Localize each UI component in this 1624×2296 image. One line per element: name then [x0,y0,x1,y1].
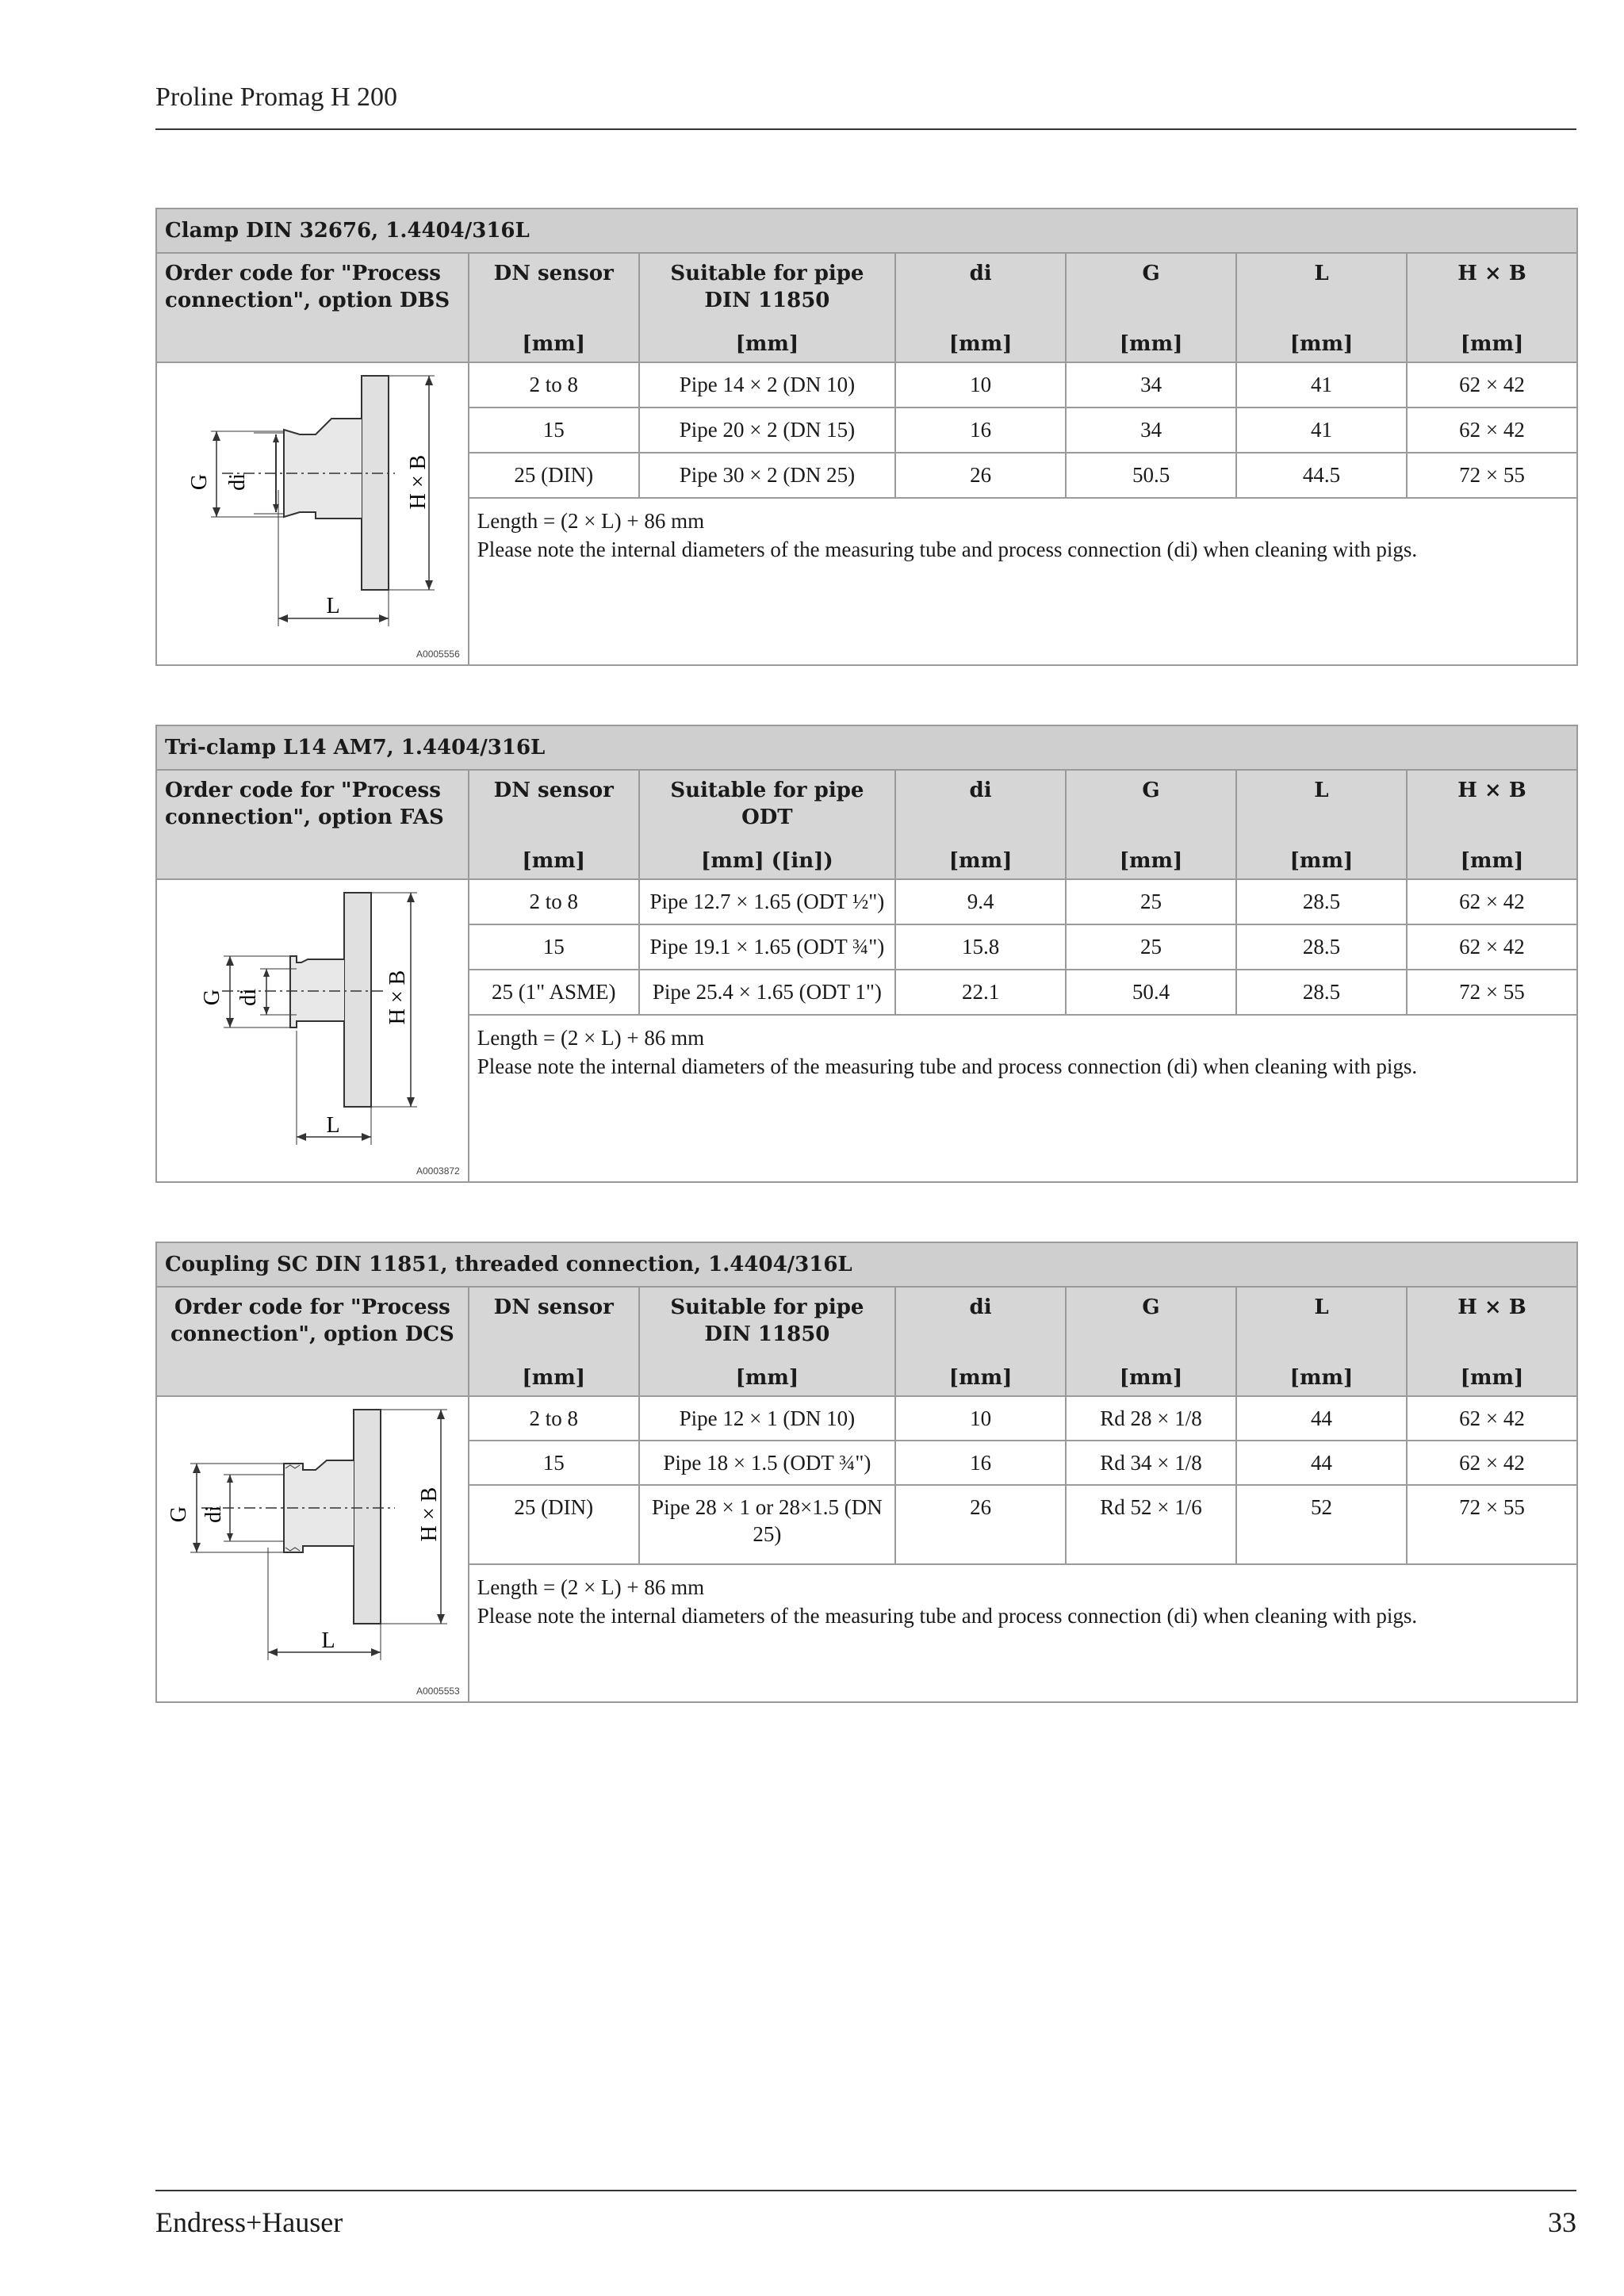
cell: Pipe 19.1 × 1.65 (ODT ¾") [639,924,895,970]
unit: [mm] [1119,332,1183,356]
cell: 28.5 [1236,924,1407,970]
cell: 62 × 42 [1407,924,1577,970]
col-header-order-code: Order code for "Process connection", option FAS [165,779,444,829]
cell: 62 × 42 [1407,879,1577,924]
document-title: Proline Promag H 200 [155,82,398,112]
col-header-dn-sensor: DN sensor [493,1295,614,1319]
col-header-di: di [969,262,992,285]
col-header-dn-sensor: DN sensor [493,779,614,802]
col-header-pipe: Suitable for pipe DIN 11850 [670,1295,864,1346]
cell: 25 [1066,924,1236,970]
cell: 25 [1066,879,1236,924]
figure-id: A0005553 [416,1686,460,1697]
cell: Rd 34 × 1/8 [1066,1441,1236,1485]
cell: 2 to 8 [469,362,639,408]
unit: [mm] [1289,332,1354,356]
dimension-drawing [156,1396,469,1702]
section-title: Coupling SC DIN 11851, threaded connection, 1.4404/316L [156,1242,1577,1287]
cell: 10 [895,362,1066,408]
col-header-hxb: H × B [1457,262,1526,285]
cell: 44 [1236,1441,1407,1485]
dimension-drawing [156,879,469,1182]
cell: 41 [1236,408,1407,453]
cell: 44 [1236,1396,1407,1441]
cell: 16 [895,408,1066,453]
cell: Pipe 12.7 × 1.65 (ODT ½") [639,879,895,924]
cell: Pipe 12 × 1 (DN 10) [639,1396,895,1441]
figure-label-l: L [326,1113,340,1138]
clamp-dimension-figure [157,363,468,664]
unit: [mm] [948,849,1013,873]
unit: [mm] [1460,332,1524,356]
cell: 62 × 42 [1407,362,1577,408]
unit: [mm] [1460,849,1524,873]
unit: [mm] [1119,849,1183,873]
figure-label-g: G [200,989,224,1006]
unit: [mm] [948,332,1013,356]
cell: 10 [895,1396,1066,1441]
figure-label-g: G [187,473,212,491]
table-row [156,1396,1577,1441]
unit: [mm] [522,1366,586,1390]
table-row [156,362,1577,408]
figure-label-di: di [236,989,261,1006]
cell: 16 [895,1441,1066,1485]
unit: [mm] [1289,1366,1354,1390]
col-header-di: di [969,1295,992,1319]
cell: 52 [1236,1485,1407,1564]
cell: 2 to 8 [469,879,639,924]
table-row [156,879,1577,924]
cell: 62 × 42 [1407,1396,1577,1441]
cell: 15 [469,1441,639,1485]
cell: 15 [469,924,639,970]
cell: 50.4 [1066,970,1236,1015]
brand-name: Endress+Hauser [155,2206,343,2238]
cell: Pipe 20 × 2 (DN 15) [639,408,895,453]
note-cleaning: Please note the internal diameters of the measuring tube and process connection (di) when cleaning with pigs. [477,1604,1418,1628]
col-header-hxb: H × B [1457,1295,1526,1319]
cell: Pipe 18 × 1.5 (ODT ¾") [639,1441,895,1485]
note-length-formula: Length = (2 × L) + 86 mm [477,508,705,533]
dimension-drawing [156,362,469,665]
cell: 25 (1" ASME) [469,970,639,1015]
cell: 26 [895,1485,1066,1564]
unit: [mm] [522,849,586,873]
col-header-l: L [1314,262,1329,285]
figure-label-l: L [321,1628,335,1653]
tri-clamp-dimension-figure [157,880,468,1181]
figure-label-hxb: H × B [406,454,431,510]
spec-table-tri-clamp [155,725,1578,1183]
unit: [mm] [948,1366,1013,1390]
col-header-g: G [1142,1295,1160,1319]
cell: 9.4 [895,879,1066,924]
cell: 50.5 [1066,453,1236,498]
col-header-order-code: Order code for "Process connection", option DCS [170,1295,454,1346]
col-header-hxb: H × B [1457,779,1526,802]
note-cleaning: Please note the internal diameters of the measuring tube and process connection (di) when cleaning with pigs. [477,537,1418,561]
col-header-order-code: Order code for "Process connection", option DBS [165,262,450,312]
cell: 44.5 [1236,453,1407,498]
col-header-l: L [1314,779,1329,802]
figure-label-di: di [201,1506,226,1523]
figure-label-hxb: H × B [417,1487,442,1542]
spec-table-clamp-din [155,208,1578,666]
col-header-pipe: Suitable for pipe DIN 11850 [670,262,864,312]
unit: [mm] ([in]) [701,849,833,873]
unit: [mm] [1289,849,1354,873]
cell: Pipe 14 × 2 (DN 10) [639,362,895,408]
cell: 34 [1066,362,1236,408]
unit: [mm] [1119,1366,1183,1390]
col-header-dn-sensor: DN sensor [493,262,614,285]
note-cleaning: Please note the internal diameters of the measuring tube and process connection (di) when cleaning with pigs. [477,1054,1418,1078]
table-note [469,1564,1577,1702]
cell: 25 (DIN) [469,1485,639,1564]
cell: 25 (DIN) [469,453,639,498]
col-header-di: di [969,779,992,802]
page-number: 33 [1548,2206,1576,2238]
spec-table-coupling-sc [155,1242,1578,1703]
cell: Pipe 25.4 × 1.65 (ODT 1") [639,970,895,1015]
cell: Rd 28 × 1/8 [1066,1396,1236,1441]
col-header-pipe: Suitable for pipe ODT [670,779,864,829]
figure-id: A0003872 [416,1165,460,1177]
cell: 62 × 42 [1407,1441,1577,1485]
col-header-l: L [1314,1295,1329,1319]
cell: 62 × 42 [1407,408,1577,453]
cell: 41 [1236,362,1407,408]
table-note [469,498,1577,665]
unit: [mm] [735,332,799,356]
col-header-g: G [1142,779,1160,802]
cell: 2 to 8 [469,1396,639,1441]
section-title: Tri-clamp L14 AM7, 1.4404/316L [156,725,1577,770]
table-note [469,1015,1577,1182]
cell: 72 × 55 [1407,453,1577,498]
page-footer [155,2190,1576,2239]
unit: [mm] [1460,1366,1524,1390]
note-length-formula: Length = (2 × L) + 86 mm [477,1575,705,1599]
cell: 28.5 [1236,970,1407,1015]
section-title: Clamp DIN 32676, 1.4404/316L [156,209,1577,253]
figure-label-di: di [225,473,250,491]
cell: Rd 52 × 1/6 [1066,1485,1236,1564]
cell: Pipe 28 × 1 or 28×1.5 (DN 25) [639,1485,895,1564]
cell: 28.5 [1236,879,1407,924]
cell: Pipe 30 × 2 (DN 25) [639,453,895,498]
figure-label-hxb: H × B [385,970,410,1025]
cell: 72 × 55 [1407,970,1577,1015]
cell: 22.1 [895,970,1066,1015]
unit: [mm] [735,1366,799,1390]
cell: 34 [1066,408,1236,453]
cell: 72 × 55 [1407,1485,1577,1564]
unit: [mm] [522,332,586,356]
col-header-g: G [1142,262,1160,285]
cell: 26 [895,453,1066,498]
figure-label-l: L [326,594,340,618]
coupling-dimension-figure [157,1397,468,1698]
note-length-formula: Length = (2 × L) + 86 mm [477,1025,705,1050]
figure-id: A0005556 [416,649,460,660]
cell: 15.8 [895,924,1066,970]
cell: 15 [469,408,639,453]
page-header [155,82,1576,130]
figure-label-g: G [167,1506,191,1523]
